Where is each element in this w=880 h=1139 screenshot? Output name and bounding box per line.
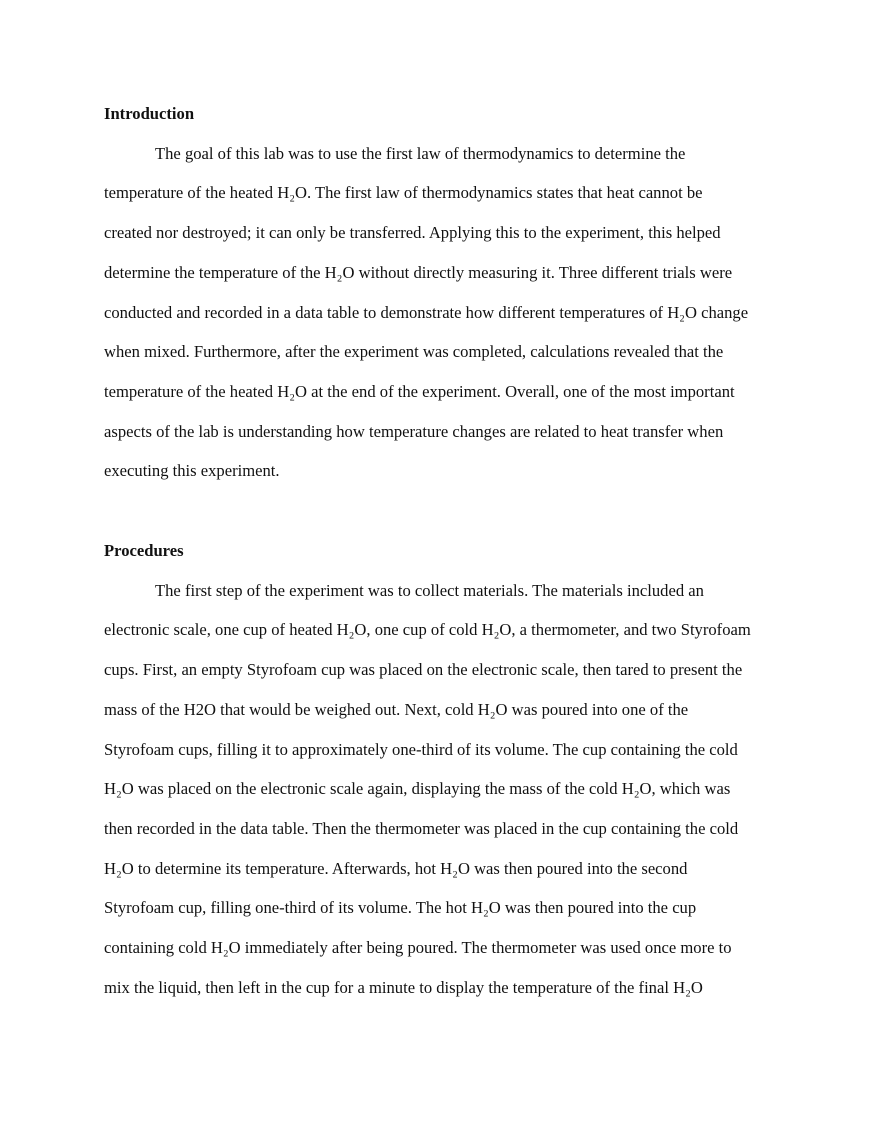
paragraph-line: The goal of this lab was to use the first law of thermodynamics to determine the bbox=[155, 143, 686, 163]
paragraph-line: containing cold H₂O immediately after being poured. The thermometer was used once more to bbox=[104, 938, 732, 957]
paragraph-line: executing this experiment. bbox=[104, 461, 280, 481]
paragraph-line: H₂O was placed on the electronic scale again, displaying the mass of the cold H₂O, which was bbox=[104, 779, 731, 799]
section-heading-introduction: Introduction bbox=[104, 104, 195, 123]
paragraph-line: cups. First, an empty Styrofoam cup was placed on the electronic scale, then tared to present the bbox=[104, 660, 743, 680]
paragraph-line: temperature of the heated H₂O. The first law of thermodynamics states that heat cannot be bbox=[104, 183, 703, 203]
paragraph-line: mass of the H2O that would be weighed out. Next, cold H₂O was poured into one of the bbox=[104, 699, 689, 719]
paragraph-line: The first step of the experiment was to collect materials. The materials included an bbox=[155, 580, 704, 600]
paragraph-line: when mixed. Furthermore, after the experiment was completed, calculations revealed that the bbox=[104, 342, 724, 362]
paragraph-line: determine the temperature of the H₂O without directly measuring it. Three different trials were bbox=[104, 262, 733, 282]
paragraph-line: electronic scale, one cup of heated H₂O, one cup of cold H₂O, a thermometer, and two Styrofoam bbox=[104, 620, 751, 640]
paragraph-line: then recorded in the data table. Then the thermometer was placed in the cup containing the cold bbox=[104, 818, 739, 838]
paragraph-line: H₂O to determine its temperature. Afterwards, hot H₂O was then poured into the second bbox=[104, 858, 688, 878]
paragraph-line: Styrofoam cups, filling it to approximately one-third of its volume. The cup containing the cold bbox=[104, 739, 738, 759]
paragraph-line: temperature of the heated H₂O at the end of the experiment. Overall, one of the most important bbox=[104, 381, 735, 401]
paragraph-line: mix the liquid, then left in the cup for a minute to display the temperature of the final H₂O bbox=[104, 977, 703, 997]
paragraph-line: created nor destroyed; it can only be transferred. Applying this to the experiment, this helped bbox=[104, 223, 721, 243]
paragraph-line: aspects of the lab is understanding how temperature changes are related to heat transfer when bbox=[104, 421, 724, 441]
paragraph-line: Styrofoam cup, filling one-third of its volume. The hot H₂O was then poured into the cup bbox=[104, 898, 697, 918]
section-heading-procedures: Procedures bbox=[104, 541, 184, 560]
paragraph-line: conducted and recorded in a data table to demonstrate how different temperatures of H₂O change bbox=[104, 302, 749, 322]
